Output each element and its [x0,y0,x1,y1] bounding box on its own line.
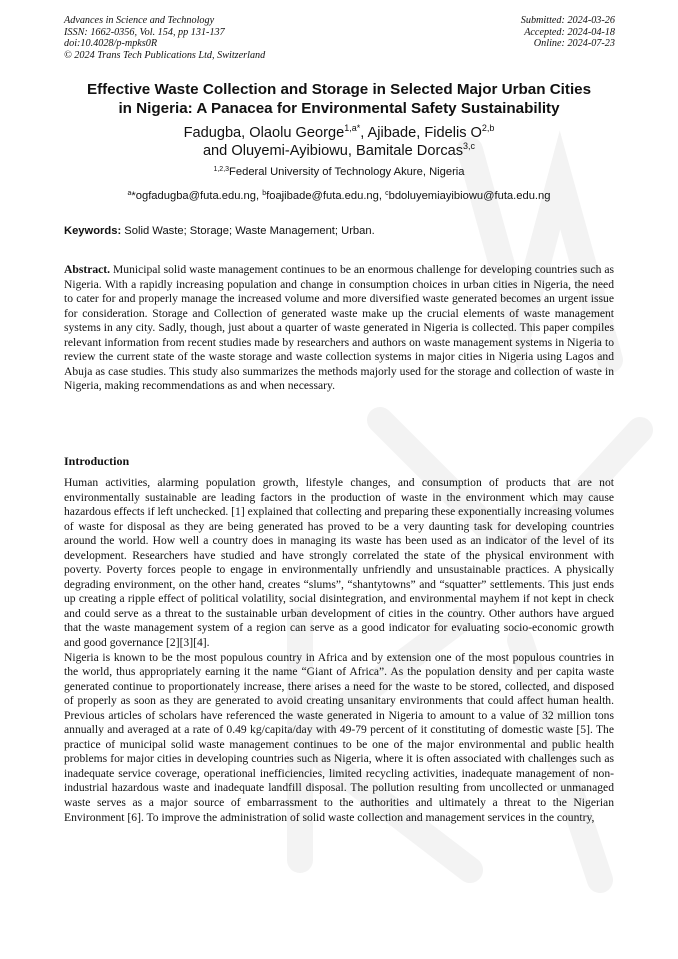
affiliation-text: Federal University of Technology Akure, Nigeria [229,166,465,178]
author-2: Ajibade, Fidelis O [367,125,482,141]
authors-line-2 [40,142,638,160]
section-heading-introduction: Introduction [64,454,130,468]
date-submitted: Submitted: 2024-03-26 [520,15,615,26]
email-c[interactable]: bdoluyemiayibiowu@futa.edu.ng [388,190,551,202]
author-3-prefix: and [202,143,232,159]
journal-info [64,15,265,61]
affiliation [40,166,638,179]
abstract-text: Municipal solid waste management continues to be an enormous challenge for developing countries such as Nigeria. With a rapidly increasing population and change in consumption choices in urban cities in Nigeria, the need to cater for and properly manage the increased volume and more diversified waste generated becomes an urgent issue for consideration. Storage and Collection of generated waste make up the crucial elements of waste management systems in any city. Sadly, though, just about a quarter of waste generated in Nigeria is collected. This paper compiles relevant information from recent studies made by researchers and authors on waste management systems in Nigeria to review the current state of the waste storage and waste collection systems in major cities in Nigeria using Lagos and Abuja as case studies. This study also summarizes the methods majorly used for the storage and collection of waste in Nigeria, making recommendations as and when necessary. [64,263,614,393]
title-line-2: in Nigeria: A Panacea for Environmental Safety Sustainability [118,100,560,117]
keywords-label: Keywords: [64,225,122,237]
author-separator: , [360,125,368,141]
author-3-sup: 3,c [463,141,476,151]
keywords-text: Solid Waste; Storage; Waste Management; Urban. [121,225,375,237]
affiliation-sup: 1,2,3 [213,166,230,173]
journal-name: Advances in Science and Technology [64,15,215,26]
intro-paragraph-1: Human activities, alarming population growth, lifestyle changes, and consumption of products that are not environmentally sustainable are leading factors in the production of waste in the environment which may cause hazardous effects if left unchecked. [1] explained that collecting and preparing these exponentially increasing volumes of waste for disposal as they are being generated has proved to be a very daunting task for developing countries around the world. How well a country does in managing its waste has been used as an indicator of the level of its development. Researchers have studied and have strongly correlated the state of the physical environment with poverty. Poverty forces people to engage in environmentally unfriendly and unsustainable practices. A physically degrading environment, on the other hand, creates “slums”, “shantytowns” and “squatter” settlements. This just ends up creating a ripple effect of political volatility, social disintegration, and environmental mayhem if not kept in check and could serve as a threat to the sustainable urban development of cities in the country. Other authors have argued that the waste management system of a region can serve as a good indicator for evaluating socio-economic growth and good governance [2][3][4]. [64,476,614,650]
title-line-1: Effective Waste Collection and Storage in Selected Major Urban Cities [86,81,592,98]
journal-issn: ISSN: 1662-0356, Vol. 154, pp 131-137 [64,26,225,38]
journal-copyright: © 2024 Trans Tech Publications Ltd, Switzerland [64,49,266,61]
paper-title [40,80,638,118]
journal-doi: doi:10.4028/p-mpks0R [64,38,158,50]
introduction-body [64,476,614,825]
email-b-sup: b [262,190,267,197]
abstract [64,263,614,394]
keywords [64,224,375,238]
author-emails [40,190,638,203]
date-accepted: Accepted: 2024-04-18 [524,26,615,38]
abstract-label: Abstract. [64,263,111,276]
author-1-sup: 1,a* [344,123,361,133]
author-list [40,124,638,160]
email-a-sup: a [127,190,132,197]
email-a[interactable]: *ogfadugba@futa.edu.ng, [131,190,263,202]
authors-line-1 [40,124,638,142]
date-online: Online: 2024-07-23 [533,38,615,50]
author-3: Oluyemi-Ayibiowu, Bamitale Dorcas [231,143,464,159]
publication-dates [521,15,615,50]
author-2-sup: 2,b [481,123,495,133]
author-1: Fadugba, Olaolu George [183,125,345,141]
intro-paragraph-2: Nigeria is known to be the most populous country in Africa and by extension one of the most populous countries in the world, thus appropriately earning it the name “Giant of Africa”. As the population density and per capita waste generated continue to proportionately increase, there arises a need for the waste to be stored, collected, and disposed of properly as soon as they are generated to avoid creating unsanitary environments that could affect human health. Previous articles of scholars have referenced the waste generated in Nigeria to amount to a value of 32 million tons annually and averaged at a rate of 0.49 kg/capita/day with 49-79 percent of it constituting of domestic waste [5]. The practice of municipal solid waste management continues to be one of the major environmental and public health problems for major cities in developing countries such as Nigeria, where it is often associated with challenges such as inadequate service coverage, operational inefficiencies, limited recycling activities, inadequate management of non-industrial hazardous waste and inadequate landfill disposal. The pollution resulting from uncollected or unmanaged waste serves as a major source of embarrassment to the authorities and ultimately a threat to the Nigerian Environment [6]. To improve the administration of solid waste collection and management services in the country, [64,650,614,824]
email-c-sup: c [385,190,389,197]
email-b[interactable]: foajibade@futa.edu.ng, [266,190,386,202]
